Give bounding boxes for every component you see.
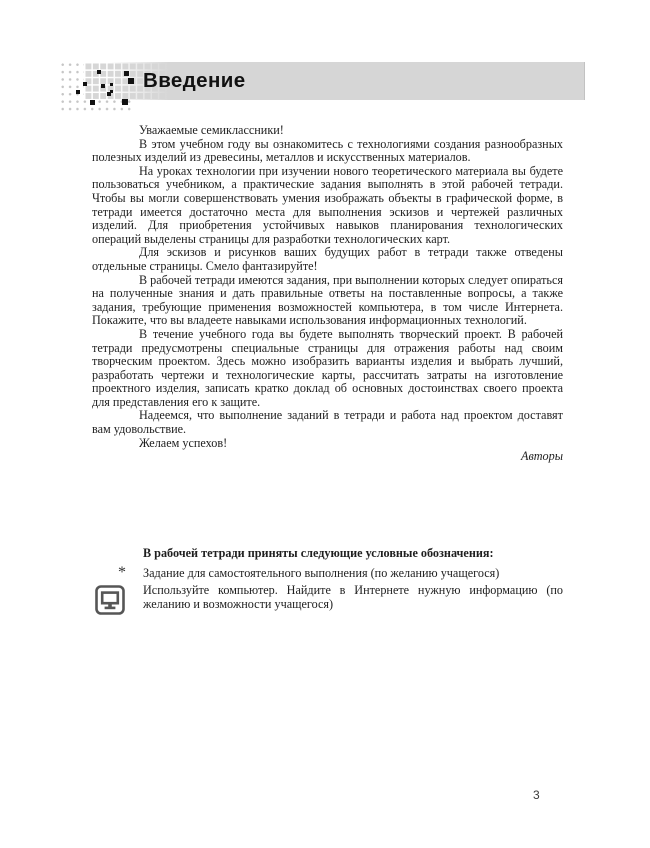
pixel-decoration-square bbox=[124, 71, 129, 76]
pixel-decoration-square bbox=[76, 90, 80, 94]
asterisk-icon: * bbox=[118, 563, 126, 581]
intro-paragraph: В рабочей тетради имеются задания, при выполнении которых следует опираться на полученные знания и дать правильные ответы на поставленные вопросы, а также задания, требующие применения возможностей компьютера, в том числе Интернета. Покажите, что вы владеете навыками использования информационных технологий. bbox=[92, 272, 563, 328]
chapter-title: Введение bbox=[143, 69, 246, 92]
pixel-decoration-square bbox=[107, 92, 111, 96]
chapter-header-bar bbox=[84, 62, 585, 100]
pixel-decoration-square bbox=[90, 100, 95, 105]
legend-block bbox=[92, 540, 563, 616]
intro-paragraph: Надеемся, что выполнение заданий в тетради и работа над проектом доставят вам удовольствие. bbox=[92, 408, 563, 437]
legend-item-text: Задание для самостоятельного выполнения (по желанию учащегося) bbox=[143, 565, 500, 580]
pixel-decoration-square bbox=[97, 70, 101, 74]
intro-paragraph: В течение учебного года вы будете выполнять творческий проект. В рабочей тетради предусмотрены специальные страницы для отражения работы над своим творческим проектом. Здесь можно изобразить варианты изделия и выбрать лучший, разработать чертежи и технологические карты, рассчитать затраты на изготовление проектного изделия, записать кратко доклад об основных достоинствах своего проекта для представления его к защите. bbox=[92, 326, 563, 409]
pixel-decoration-square bbox=[122, 99, 128, 105]
intro-paragraph: Желаем успехов! bbox=[139, 435, 228, 450]
intro-paragraph: На уроках технологии при изучении нового теоретического материала вы будете пользоваться учебником, а практические задания выполнять в этой рабочей тетради. Чтобы вы могли совершенствовать умения изображать объекты в графической форме, в тетради имеется достаточно места для выполнения эскизов и чертежей различных изделий. Для приобретения устойчивых навыков планирования технологических операций выделены страницы для разработки технологических карт. bbox=[92, 163, 563, 246]
intro-paragraph: Уважаемые семиклассники! bbox=[139, 123, 284, 137]
pixel-decoration-square bbox=[83, 82, 87, 86]
legend-item-text: Используйте компьютер. Найдите в Интернете нужную информацию (по желанию и возможности учащегося) bbox=[143, 583, 563, 611]
computer-monitor-icon bbox=[95, 585, 125, 615]
introduction-text bbox=[92, 124, 563, 464]
page-number: 3 bbox=[533, 788, 540, 802]
pixel-decoration-square bbox=[101, 84, 105, 88]
pixel-decoration-square bbox=[110, 83, 113, 86]
authors-signature: Авторы bbox=[521, 449, 563, 464]
legend-item-self-task bbox=[92, 563, 563, 581]
intro-paragraph: Для эскизов и рисунков ваших будущих работ в тетради также отведены отдельные страницы. Смело фантазируйте! bbox=[92, 245, 563, 273]
intro-paragraph: В этом учебном году вы ознакомитесь с технологиями создания разнообразных полезных изделий из древесины, металлов и искусственных материалов. bbox=[92, 136, 563, 165]
pixel-decoration-square bbox=[128, 78, 134, 84]
legend-heading: В рабочей тетради приняты следующие условные обозначения: bbox=[143, 546, 494, 560]
legend-item-computer bbox=[92, 584, 563, 616]
